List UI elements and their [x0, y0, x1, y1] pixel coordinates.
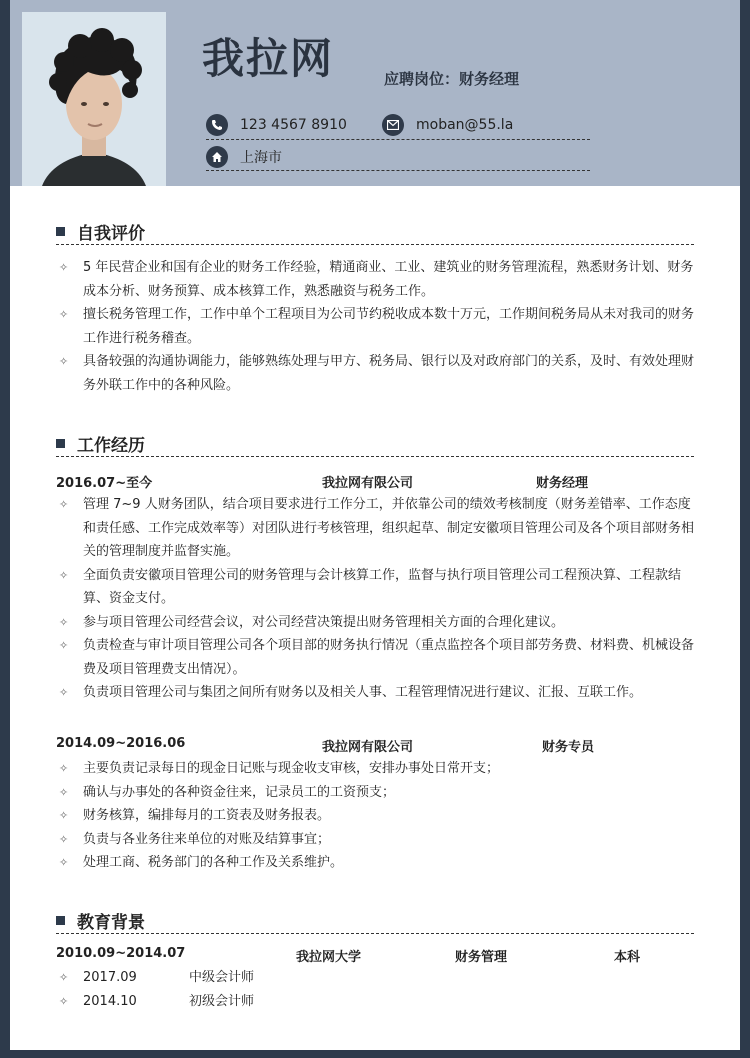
- education-degree: 本科: [614, 950, 641, 965]
- list-item-text: 确认与办事处的各种资金往来，记录员工的工资预支；: [83, 784, 396, 800]
- job-company: 我拉网有限公司: [322, 740, 414, 755]
- list-item-text: 负责与各业务往来单位的对账及结算事宜；: [83, 831, 331, 847]
- applied-position: 应聘岗位：财务经理: [384, 70, 520, 88]
- job-period: 2016.07~至今: [56, 476, 153, 491]
- section-heading: 自我评价: [77, 224, 145, 244]
- job-2-duties: [56, 757, 700, 875]
- list-item-text: 具备较强的沟通协调能力，能够熟练处理与甲方、税务局、银行以及对政府部门的关系，及时、有效处理财务外联工作中的各种风险。: [83, 354, 695, 393]
- phone-icon: [206, 114, 228, 136]
- mail-icon: [382, 114, 404, 136]
- square-icon: [56, 439, 65, 448]
- diamond-cross-icon: ✧: [59, 615, 69, 629]
- education-header: [56, 946, 700, 966]
- location-contact: [206, 146, 282, 168]
- diamond-cross-icon: ✧: [59, 308, 69, 321]
- list-item-text: 主要负责记录每日的现金日记账与现金收支审核，安排办事处日常开支；: [83, 761, 500, 776]
- education-school: 我拉网大学: [296, 950, 362, 965]
- list-item: [56, 781, 700, 805]
- list-item-text: 5 年民营企业和国有企业的财务工作经验，精通商业、工业、建筑业的财务管理流程，熟悉财务计划、财务成本分析、财务预算、成本核算工作，熟悉融资与税务工作。: [83, 260, 694, 299]
- square-icon: [56, 227, 65, 236]
- resume-sheet: [10, 0, 740, 1050]
- diamond-cross-icon: ✧: [59, 762, 69, 775]
- section-heading: 教育背景: [77, 913, 145, 933]
- phone-contact: [206, 114, 347, 136]
- section-rule: [56, 244, 694, 245]
- diamond-cross-icon: ✧: [59, 639, 69, 652]
- diamond-cross-icon: ✧: [59, 498, 69, 511]
- diamond-cross-icon: ✧: [59, 355, 69, 368]
- header-divider-1: [206, 139, 590, 140]
- diamond-cross-icon: ✧: [59, 809, 69, 822]
- list-item: [56, 757, 700, 781]
- job-company: 我拉网有限公司: [322, 476, 414, 491]
- list-item-text: 参与项目管理公司经营会议，对公司经营决策提出财务管理相关方面的合理化建议。: [83, 614, 565, 630]
- section-rule: [56, 933, 694, 934]
- section-heading: 工作经历: [77, 436, 145, 456]
- cert-date: 2017.09: [83, 970, 137, 985]
- email-address[interactable]: moban@55.la: [416, 117, 514, 133]
- list-item-text: 负责检查与审计项目管理公司各个项目部的财务执行情况（重点监控各个项目部劳务费、材料费、机械设备费及项目管理费支出情况）。: [83, 638, 695, 677]
- education-major: 财务管理: [455, 950, 508, 965]
- list-item: [56, 681, 700, 705]
- diamond-cross-icon: ✧: [59, 856, 69, 869]
- diamond-cross-icon: ✧: [59, 832, 69, 846]
- list-item: [56, 350, 700, 397]
- square-icon: [56, 916, 65, 925]
- email-contact: [382, 114, 513, 136]
- phone-number: 123 4567 8910: [240, 117, 347, 133]
- job-role: 财务专员: [542, 740, 595, 755]
- list-item: [56, 851, 700, 875]
- resume-header: [10, 0, 740, 186]
- job-header-1: [56, 472, 700, 492]
- list-item: [56, 966, 700, 990]
- section-rule: [56, 456, 694, 457]
- diamond-cross-icon: ✧: [59, 568, 69, 582]
- list-item: [56, 256, 700, 303]
- diamond-cross-icon: ✧: [59, 686, 69, 699]
- list-item-text: 擅长税务管理工作，工作中单个工程项目为公司节约税收成本数十万元，工作期间税务局从未对我司的财务工作进行税务稽查。: [83, 307, 695, 346]
- section-self-eval-title: [56, 219, 145, 244]
- diamond-cross-icon: ✧: [59, 971, 69, 984]
- diamond-cross-icon: ✧: [59, 995, 69, 1008]
- section-work-title: [56, 431, 145, 456]
- job-period: 2014.09~2016.06: [56, 736, 186, 751]
- list-item: [56, 303, 700, 350]
- list-item: [56, 611, 700, 635]
- diamond-cross-icon: ✧: [59, 785, 69, 799]
- profile-photo: [22, 12, 166, 186]
- cert-name: 中级会计师: [189, 970, 255, 985]
- location-text: 上海市: [240, 150, 282, 166]
- job-1-duties: [56, 493, 700, 705]
- list-item-text: 全面负责安徽项目管理公司的财务管理与会计核算工作，监督与执行项目管理公司工程预决算、工程款结算、资金支付。: [83, 567, 682, 606]
- list-item: [56, 634, 700, 681]
- list-item: [56, 990, 700, 1014]
- certificate-list: [56, 966, 700, 1014]
- self-eval-list: [56, 256, 700, 397]
- list-item-text: 负责项目管理公司与集团之间所有财务以及相关人事、工程管理情况进行建议、汇报、互联工作。: [83, 685, 643, 700]
- home-icon: [206, 146, 228, 168]
- list-item-text: 财务核算，编排每月的工资表及财务报表。: [83, 808, 331, 823]
- list-item: [56, 804, 700, 828]
- list-item: [56, 493, 700, 564]
- candidate-name: 我拉网: [202, 34, 335, 83]
- list-item-text: 管理 7~9 人财务团队，结合项目要求进行工作分工，并依靠公司的绩效考核制度（财务差错率、工作态度和责任感、工作完成效率等）对团队进行考核管理，组织起草、制定安徽项目管理公司及各个项目部财务相关的管理制度并监督实施。: [83, 497, 695, 559]
- header-divider-2: [206, 170, 590, 171]
- section-education-title: [56, 908, 145, 933]
- cert-date: 2014.10: [83, 994, 137, 1009]
- list-item: [56, 564, 700, 611]
- education-period: 2010.09~2014.07: [56, 946, 186, 961]
- job-role: 财务经理: [536, 476, 589, 491]
- list-item-text: 处理工商、税务部门的各种工作及关系维护。: [83, 855, 344, 870]
- job-header-2: [56, 736, 700, 756]
- diamond-cross-icon: ✧: [59, 261, 69, 274]
- cert-name: 初级会计师: [189, 994, 255, 1009]
- list-item: [56, 828, 700, 852]
